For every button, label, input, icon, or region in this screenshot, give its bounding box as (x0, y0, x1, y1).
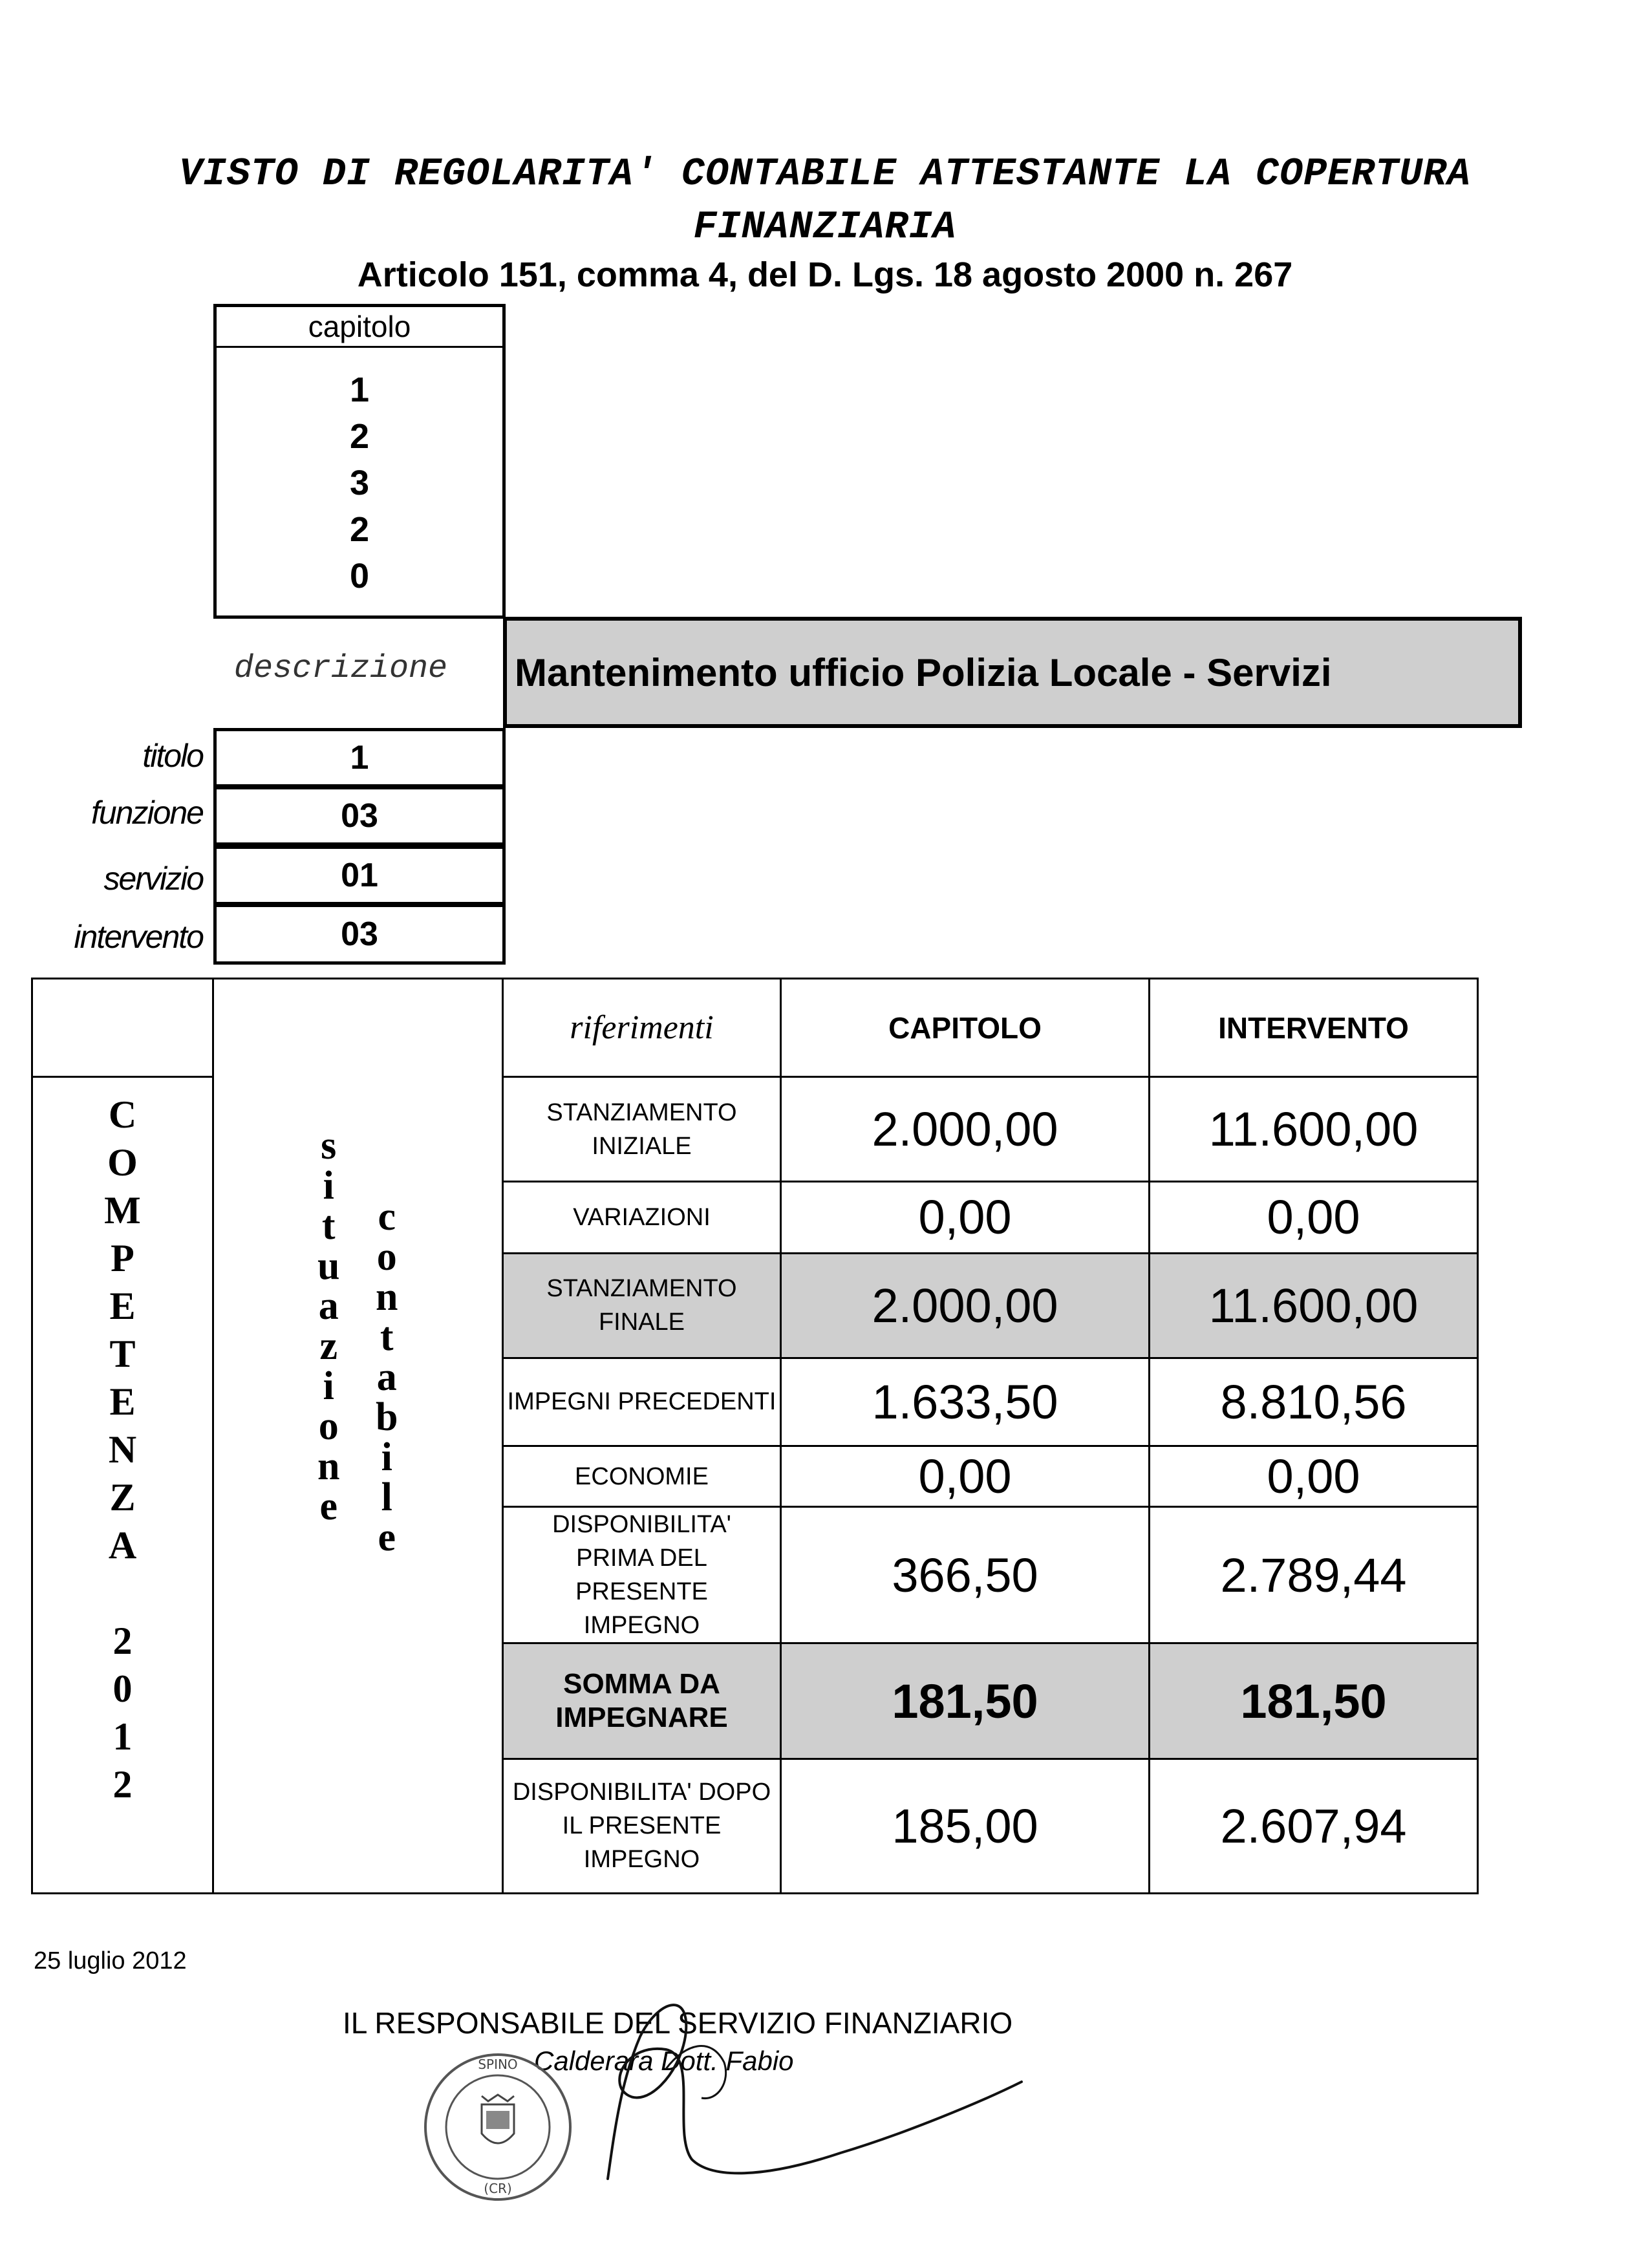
competenza-letter: P (111, 1237, 134, 1280)
contabile-letter: c (378, 1195, 396, 1239)
competenza-letter: E (109, 1285, 136, 1328)
table-header-row (32, 979, 1478, 1077)
competenza-letter: O (107, 1141, 138, 1184)
capitolo-value: 2.000,00 (781, 1077, 1150, 1182)
intervento-value: 03 (341, 915, 378, 953)
intervento-value: 11.600,00 (1150, 1077, 1478, 1182)
situazione-letter: i (323, 1164, 334, 1208)
contabile-letter: n (376, 1275, 398, 1319)
situazione-letter: s (321, 1124, 337, 1168)
competenza-letter: 2 (112, 1620, 133, 1663)
servizio-label: servizio (103, 861, 203, 897)
capitolo-value: 366,50 (781, 1507, 1150, 1643)
capitolo-digit: 1 (349, 370, 370, 409)
responsabile-title: IL RESPONSABILE DEL SERVIZIO FINANZIARIO (343, 2006, 1013, 2040)
contabile-vertical-label (376, 1197, 398, 1557)
svg-text:SPINO: SPINO (478, 2057, 518, 2072)
contabile-letter: i (381, 1435, 392, 1479)
intervento-value: 0,00 (1150, 1446, 1478, 1506)
competenza-letter: 1 (112, 1715, 133, 1759)
row-label: DISPONIBILITA' DOPO IL PRESENTE IMPEGNO (503, 1759, 781, 1893)
col-header-intervento: INTERVENTO (1150, 979, 1478, 1077)
capitolo-digit: 2 (349, 417, 370, 456)
capitolo-value: 1.633,50 (781, 1358, 1150, 1446)
titolo-label: titolo (142, 738, 203, 774)
situazione-letter: u (317, 1244, 340, 1288)
funzione-value: 03 (341, 797, 378, 835)
titolo-box (213, 728, 506, 787)
intervento-value: 0,00 (1150, 1182, 1478, 1253)
document-title-line2: FINANZIARIA (693, 206, 957, 250)
contabile-letter: e (378, 1515, 396, 1559)
situazione-letter: o (318, 1404, 339, 1448)
intervento-label: intervento (74, 919, 203, 955)
capitolo-value: 0,00 (781, 1446, 1150, 1506)
contabile-letter: l (381, 1475, 392, 1519)
descrizione-value: Mantenimento ufficio Polizia Locale - Servizi (515, 651, 1332, 694)
situazione-letter: i (323, 1364, 334, 1408)
row-label: VARIAZIONI (503, 1182, 781, 1253)
servizio-box (213, 846, 506, 905)
col-header-riferimenti: riferimenti (503, 979, 781, 1077)
col-header-capitolo: CAPITOLO (781, 979, 1150, 1077)
capitolo-digits (217, 346, 502, 599)
competenza-vertical-label (33, 1078, 212, 1808)
capitolo-value: 2.000,00 (781, 1253, 1150, 1358)
funzione-box (213, 786, 506, 846)
competenza-letter: 0 (112, 1667, 133, 1711)
contabile-letter: o (376, 1235, 397, 1279)
servizio-value: 01 (341, 857, 378, 894)
row-label: IMPEGNI PRECEDENTI (503, 1358, 781, 1446)
intervento-value: 2.607,94 (1150, 1759, 1478, 1893)
capitolo-digit: 0 (349, 557, 370, 595)
row-label: ECONOMIE (503, 1446, 781, 1506)
intervento-box (213, 904, 506, 965)
competenza-letter: M (104, 1189, 141, 1232)
svg-text:(CR): (CR) (484, 2181, 512, 2196)
contabile-letter: t (380, 1315, 394, 1359)
competenza-letter: T (109, 1332, 136, 1376)
competenza-letter: E (109, 1380, 136, 1424)
competenza-letter: 2 (112, 1763, 133, 1806)
row-label: DISPONIBILITA' PRIMA DEL PRESENTE IMPEGNO (503, 1507, 781, 1643)
document-subtitle: Articolo 151, comma 4, del D. Lgs. 18 agosto 2000 n. 267 (357, 255, 1293, 294)
competenza-letter: C (108, 1093, 137, 1137)
capitolo-header-box (213, 304, 506, 348)
funzione-label: funzione (91, 795, 203, 831)
contabile-letter: b (376, 1395, 398, 1439)
competenza-cell (32, 1077, 213, 1894)
capitolo-digit: 3 (349, 464, 370, 502)
situazione-contabile-cell (213, 979, 503, 1894)
capitolo-number-box (213, 346, 506, 619)
intervento-value: 2.789,44 (1150, 1507, 1478, 1643)
capitolo-value: 181,50 (781, 1643, 1150, 1759)
signature-icon (569, 1965, 1060, 2198)
accounting-table (31, 978, 1479, 1894)
intervento-value: 8.810,56 (1150, 1358, 1478, 1446)
capitolo-digit: 2 (349, 510, 370, 549)
capitolo-label: capitolo (308, 310, 411, 343)
official-stamp (420, 2049, 575, 2205)
competenza-letter: Z (109, 1476, 136, 1519)
row-label: STANZIAMENTO INIZIALE (503, 1077, 781, 1182)
situazione-letter: a (318, 1284, 339, 1328)
situazione-letter: e (319, 1484, 338, 1528)
competenza-letter: N (108, 1428, 137, 1471)
responsabile-name: Calderara Dott. Fabio (534, 2046, 794, 2076)
intervento-value: 181,50 (1150, 1643, 1478, 1759)
corner-cell (32, 979, 213, 1077)
competenza-letter: A (108, 1524, 137, 1567)
row-label: STANZIAMENTO FINALE (503, 1253, 781, 1358)
document-date: 25 luglio 2012 (34, 1947, 187, 1974)
document-title-line1: VISTO DI REGOLARITA' CONTABILE ATTESTANTE LA COPERTURA (178, 153, 1472, 197)
contabile-letter: a (376, 1355, 397, 1399)
situazione-letter: n (317, 1444, 340, 1488)
situazione-letter: z (319, 1324, 338, 1368)
titolo-value: 1 (350, 739, 369, 776)
descrizione-label: descrizione (234, 650, 448, 687)
competenza-spacer (33, 1569, 212, 1617)
capitolo-value: 0,00 (781, 1182, 1150, 1253)
stamp-seal-icon (420, 2049, 575, 2205)
row-label: SOMMA DA IMPEGNARE (503, 1643, 781, 1759)
descrizione-box (503, 617, 1522, 728)
capitolo-value: 185,00 (781, 1759, 1150, 1893)
handwritten-signature (569, 1965, 1060, 2198)
situazione-letter: t (321, 1204, 336, 1248)
intervento-value: 11.600,00 (1150, 1253, 1478, 1358)
situazione-vertical-label (317, 1126, 339, 1526)
